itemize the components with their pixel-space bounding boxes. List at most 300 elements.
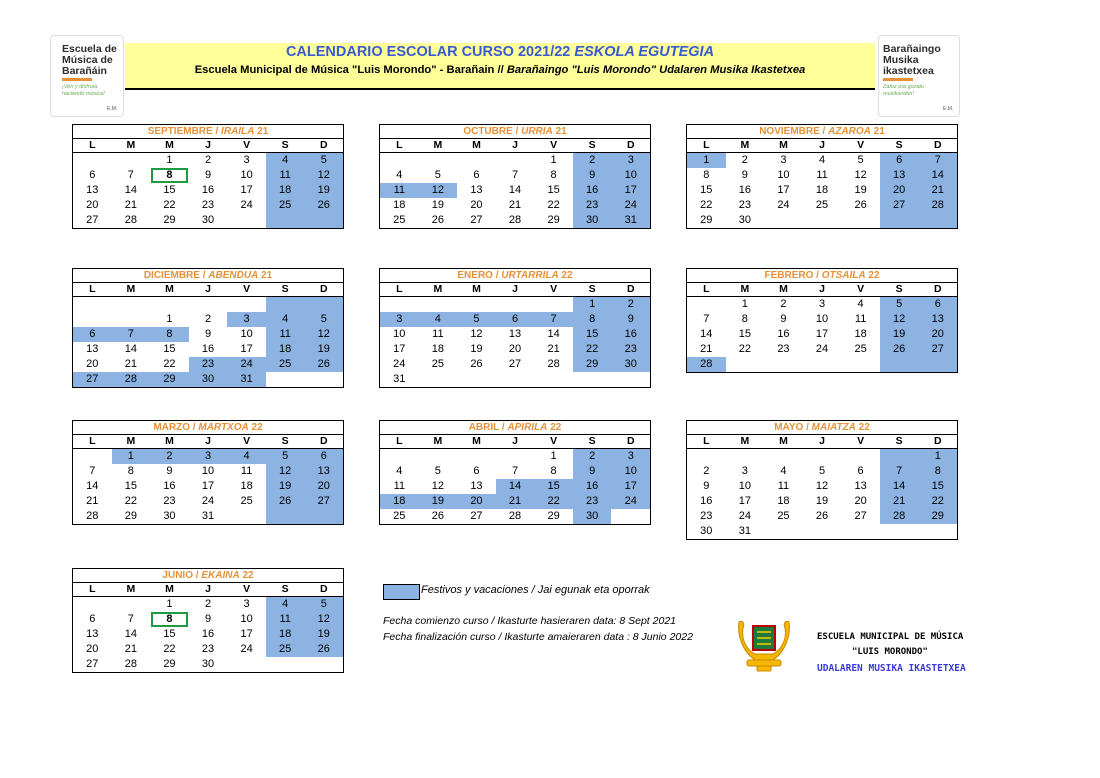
holiday-day-cell [189, 357, 228, 372]
holiday-day-cell [918, 168, 957, 183]
week-row [73, 597, 343, 612]
day-number: 11 [777, 480, 790, 492]
week-row [73, 509, 343, 524]
day-number: 20 [86, 358, 99, 370]
week-row [380, 312, 650, 327]
day-number: 31 [240, 373, 253, 385]
day-cell [150, 494, 189, 509]
weekday-header: V [857, 435, 865, 447]
day-cell [150, 657, 189, 672]
day-cell [534, 168, 573, 183]
day-number: 20 [86, 199, 99, 211]
month-name-es: MAYO [774, 422, 804, 433]
month-year: 22 [550, 422, 562, 433]
weekday-header: S [895, 283, 903, 295]
day-cell [227, 642, 266, 657]
day-number: 13 [470, 184, 483, 196]
day-number: 24 [240, 643, 253, 655]
weekday-header: L [89, 583, 96, 595]
holiday-day-cell [112, 449, 151, 464]
week-row [687, 312, 957, 327]
weekday-header: M [779, 435, 788, 447]
week-row [687, 153, 957, 168]
day-number: 14 [86, 480, 99, 492]
week-row [687, 479, 957, 494]
holiday-day-cell [918, 509, 957, 524]
day-number: 14 [124, 184, 137, 196]
day-cell [73, 213, 112, 228]
day-number: 24 [240, 358, 253, 370]
day-number: 31 [624, 214, 637, 226]
day-number: 26 [431, 510, 444, 522]
day-cell [841, 449, 880, 464]
day-cell [227, 198, 266, 213]
day-number: 5 [320, 598, 327, 610]
day-number: 28 [700, 358, 713, 370]
week-row [687, 464, 957, 479]
day-number: 12 [893, 313, 906, 325]
day-cell [496, 509, 535, 524]
day-number: 18 [393, 495, 406, 507]
month-name-eu: EKAINA [201, 570, 240, 581]
day-number: 10 [624, 465, 637, 477]
day-cell [380, 479, 419, 494]
month-name-eu: ABENDUA [208, 270, 259, 281]
title-main: CALENDARIO ESCOLAR CURSO 2021/22 [285, 44, 575, 60]
day-cell [304, 372, 343, 387]
day-number: 18 [279, 343, 292, 355]
day-number: 30 [738, 214, 751, 226]
day-cell [112, 168, 151, 183]
month-name-eu: URTARRILA [501, 270, 559, 281]
day-number: 17 [777, 184, 790, 196]
day-number: 28 [508, 510, 522, 522]
weekday-header: D [626, 283, 635, 295]
day-cell [841, 479, 880, 494]
day-cell [726, 464, 765, 479]
school-name-line1: ESCUELA MUNICIPAL DE MÚSICA [817, 632, 964, 642]
day-cell [189, 612, 228, 627]
weekday-header: D [933, 435, 942, 447]
holiday-day-cell [611, 494, 650, 509]
day-cell [764, 357, 803, 372]
day-cell [726, 213, 765, 228]
day-cell [112, 153, 151, 168]
holiday-day-cell [573, 479, 612, 494]
holiday-day-cell [880, 213, 919, 228]
month-year: 22 [858, 422, 870, 433]
holiday-day-cell [611, 183, 650, 198]
day-number: 4 [282, 154, 289, 166]
day-cell [419, 153, 458, 168]
weekday-header: L [396, 283, 403, 295]
day-number: 3 [627, 450, 634, 462]
weekday-header: V [243, 435, 251, 447]
weekday-header-row [687, 435, 957, 449]
week-row [73, 168, 343, 183]
day-number: 18 [279, 184, 292, 196]
weekday-header: S [895, 435, 903, 447]
day-cell [611, 372, 650, 387]
day-cell [380, 297, 419, 312]
day-number: 31 [393, 373, 406, 385]
day-cell [380, 198, 419, 213]
day-number: 15 [547, 480, 560, 492]
day-number: 9 [204, 169, 212, 181]
day-cell [534, 372, 573, 387]
week-row [73, 342, 343, 357]
day-cell [150, 509, 189, 524]
holiday-day-cell [266, 642, 305, 657]
day-cell [227, 213, 266, 228]
day-number: 27 [317, 495, 330, 507]
holiday-day-cell [380, 183, 419, 198]
day-cell [227, 183, 266, 198]
day-cell [803, 297, 842, 312]
month-calendar [72, 124, 344, 229]
logo-right-mark: E.M. [943, 106, 954, 112]
month-name-es: OCTUBRE [463, 126, 513, 137]
holiday-day-cell [611, 449, 650, 464]
month-name-es: JUNIO [162, 570, 193, 581]
day-number: 5 [320, 313, 327, 325]
day-number: 13 [86, 343, 99, 355]
holiday-day-cell [496, 312, 535, 327]
day-number: 10 [815, 313, 829, 325]
day-number: 20 [931, 328, 944, 340]
day-number: 7 [934, 154, 941, 166]
day-cell [764, 494, 803, 509]
week-row [73, 479, 343, 494]
logo-right-slogan1: Zatoz eta gozatu [883, 84, 924, 90]
day-cell [112, 509, 151, 524]
weekday-header: L [396, 139, 403, 151]
day-number: 26 [431, 214, 444, 226]
day-cell [150, 198, 189, 213]
day-number: 30 [201, 214, 215, 226]
month-name-es: SEPTIEMBRE [147, 126, 213, 137]
day-cell [189, 213, 228, 228]
day-cell [534, 342, 573, 357]
logo-right-line2: Musika [883, 54, 919, 66]
week-row [687, 198, 957, 213]
day-cell [803, 464, 842, 479]
day-cell [457, 327, 496, 342]
holiday-day-cell [266, 297, 305, 312]
day-cell [534, 449, 573, 464]
day-number: 7 [896, 465, 903, 477]
holiday-day-cell [457, 494, 496, 509]
day-number: 14 [124, 343, 137, 355]
week-row [73, 612, 343, 627]
holiday-day-cell [496, 494, 535, 509]
day-cell [534, 198, 573, 213]
day-number: 15 [163, 343, 176, 355]
day-number: 4 [396, 465, 403, 477]
month-name-eu: URRIA [521, 126, 553, 137]
day-cell [227, 597, 266, 612]
day-cell [419, 327, 458, 342]
day-cell [726, 357, 765, 372]
day-number: 7 [127, 169, 134, 181]
day-cell [687, 464, 726, 479]
day-cell [112, 198, 151, 213]
day-cell [841, 312, 880, 327]
day-number: 8 [127, 465, 134, 477]
day-number: 8 [166, 613, 173, 625]
day-number: 19 [815, 495, 829, 507]
day-number: 21 [508, 495, 522, 507]
day-number: 25 [854, 343, 867, 355]
day-number: 14 [931, 169, 944, 181]
weekday-header: S [281, 435, 289, 447]
day-cell [112, 597, 151, 612]
day-cell [496, 357, 535, 372]
day-number: 26 [470, 358, 483, 370]
month-grid [72, 282, 344, 388]
holiday-day-cell [380, 312, 419, 327]
day-number: 28 [508, 214, 522, 226]
day-cell [880, 524, 919, 539]
weekday-header: M [740, 435, 750, 447]
day-number: 5 [857, 154, 864, 166]
month-name-eu: OTSAILA [821, 270, 866, 281]
weekday-header: M [472, 139, 481, 151]
month-title [686, 124, 958, 138]
holiday-day-cell [573, 168, 612, 183]
day-cell [189, 342, 228, 357]
month-separator: / [212, 126, 222, 137]
day-cell [803, 357, 842, 372]
day-number: 23 [201, 643, 215, 655]
day-cell [803, 449, 842, 464]
weekday-header: J [205, 283, 211, 295]
day-cell [150, 183, 189, 198]
weekday-header: M [433, 435, 443, 447]
month-title [72, 124, 344, 138]
month-year: 21 [261, 270, 273, 281]
day-number: 21 [700, 343, 713, 355]
week-row [380, 168, 650, 183]
day-cell [73, 183, 112, 198]
holiday-day-cell [304, 327, 343, 342]
day-number: 30 [586, 214, 599, 226]
day-number: 30 [163, 510, 176, 522]
day-number: 12 [317, 613, 330, 625]
day-cell [266, 657, 305, 672]
day-number: 22 [124, 495, 137, 507]
day-number: 20 [854, 495, 867, 507]
day-cell [841, 168, 880, 183]
week-row [380, 479, 650, 494]
month-name-eu: APIRILA [507, 422, 548, 433]
day-cell [496, 198, 535, 213]
day-cell [73, 627, 112, 642]
day-cell [803, 342, 842, 357]
month-grid [686, 138, 958, 229]
weekday-header: M [165, 139, 174, 151]
day-number: 2 [741, 154, 748, 166]
day-cell [687, 524, 726, 539]
week-row [687, 168, 957, 183]
day-cell [73, 494, 112, 509]
month-grid [379, 434, 651, 525]
weekday-header: L [703, 283, 710, 295]
day-number: 15 [124, 480, 137, 492]
day-number: 9 [204, 613, 212, 625]
day-cell [150, 312, 189, 327]
day-number: 27 [86, 373, 99, 385]
day-cell [380, 372, 419, 387]
holiday-day-cell [918, 449, 957, 464]
holiday-day-cell [573, 494, 612, 509]
holiday-day-cell [266, 168, 305, 183]
day-cell [227, 297, 266, 312]
day-number: 29 [700, 214, 713, 226]
day-number: 16 [586, 480, 599, 492]
day-cell [112, 213, 151, 228]
day-cell [73, 342, 112, 357]
day-number: 9 [589, 169, 596, 181]
holiday-day-cell [534, 312, 573, 327]
day-cell [380, 509, 419, 524]
day-cell [457, 464, 496, 479]
day-cell [189, 627, 228, 642]
day-cell [687, 509, 726, 524]
holiday-day-cell [304, 464, 343, 479]
holiday-day-cell [918, 464, 957, 479]
day-cell [764, 449, 803, 464]
weekday-header: L [89, 435, 96, 447]
month-grid [379, 138, 651, 229]
holiday-day-cell [266, 597, 305, 612]
day-cell [726, 342, 765, 357]
day-cell [726, 509, 765, 524]
month-year: 21 [555, 126, 567, 137]
day-number: 20 [317, 480, 330, 492]
weekday-header: M [433, 283, 443, 295]
day-cell [150, 627, 189, 642]
week-row [73, 327, 343, 342]
day-number: 24 [393, 358, 406, 370]
month-calendar [379, 420, 651, 525]
day-cell [150, 297, 189, 312]
day-cell [764, 297, 803, 312]
day-cell [112, 612, 151, 627]
day-number: 14 [547, 328, 560, 340]
day-number: 19 [431, 199, 444, 211]
day-cell [764, 213, 803, 228]
weekday-header: M [126, 435, 136, 447]
title-basque: ESKOLA EGUTEGIA [574, 44, 715, 60]
day-cell [687, 479, 726, 494]
weekday-header: M [165, 283, 174, 295]
month-year: 22 [251, 422, 263, 433]
weekday-header: V [243, 583, 251, 595]
day-number: 23 [586, 199, 599, 211]
holiday-day-cell [611, 342, 650, 357]
holiday-day-cell [266, 213, 305, 228]
day-cell [457, 213, 496, 228]
day-number: 22 [547, 495, 560, 507]
weekday-header: J [205, 139, 211, 151]
weekday-header-row [380, 283, 650, 297]
holiday-day-cell [304, 597, 343, 612]
subtitle-basque: Barañaingo "Luis Morondo" Udalaren Musika Ikastetxea [506, 64, 806, 76]
month-grid [686, 434, 958, 540]
day-cell [112, 494, 151, 509]
week-row [380, 357, 650, 372]
holiday-day-cell [227, 372, 266, 387]
week-row [687, 494, 957, 509]
day-cell [803, 327, 842, 342]
month-title [379, 420, 651, 434]
page-subtitle [125, 64, 875, 76]
day-cell [112, 657, 151, 672]
day-number: 22 [700, 199, 713, 211]
day-cell [73, 642, 112, 657]
day-number: 1 [589, 298, 596, 310]
day-number: 30 [201, 658, 215, 670]
day-cell [803, 168, 842, 183]
day-number: 7 [703, 313, 710, 325]
day-cell [189, 509, 228, 524]
day-number: 3 [243, 598, 250, 610]
day-cell [764, 464, 803, 479]
month-year: 21 [257, 126, 269, 137]
marked-day-cell [150, 612, 189, 627]
day-number: 10 [738, 480, 751, 492]
day-number: 13 [893, 169, 906, 181]
day-number: 21 [124, 358, 137, 370]
day-number: 15 [163, 184, 176, 196]
day-cell [419, 342, 458, 357]
day-number: 12 [815, 480, 829, 492]
month-name-es: ENERO [457, 270, 493, 281]
holiday-day-cell [573, 357, 612, 372]
month-name-es: MARZO [153, 422, 191, 433]
day-number: 26 [317, 199, 330, 211]
day-cell [803, 183, 842, 198]
day-number: 5 [818, 465, 826, 477]
day-number: 9 [627, 313, 634, 325]
day-number: 12 [470, 328, 483, 340]
day-cell [687, 327, 726, 342]
weekday-header: J [819, 283, 825, 295]
day-cell [150, 153, 189, 168]
day-number: 10 [240, 169, 253, 181]
holiday-day-cell [918, 213, 957, 228]
day-cell [266, 372, 305, 387]
day-number: 18 [393, 199, 406, 211]
day-cell [803, 524, 842, 539]
day-number: 19 [317, 343, 330, 355]
day-number: 24 [240, 199, 253, 211]
day-number: 17 [201, 480, 215, 492]
weekday-header: V [550, 139, 558, 151]
week-row [687, 183, 957, 198]
holiday-day-cell [266, 627, 305, 642]
day-number: 6 [89, 613, 96, 625]
month-separator: / [813, 270, 822, 281]
day-number: 23 [777, 343, 790, 355]
day-cell [189, 494, 228, 509]
holiday-day-cell [304, 168, 343, 183]
holiday-day-cell [687, 153, 726, 168]
day-number: 29 [586, 358, 599, 370]
holiday-day-cell [573, 297, 612, 312]
day-number: 17 [240, 628, 253, 640]
